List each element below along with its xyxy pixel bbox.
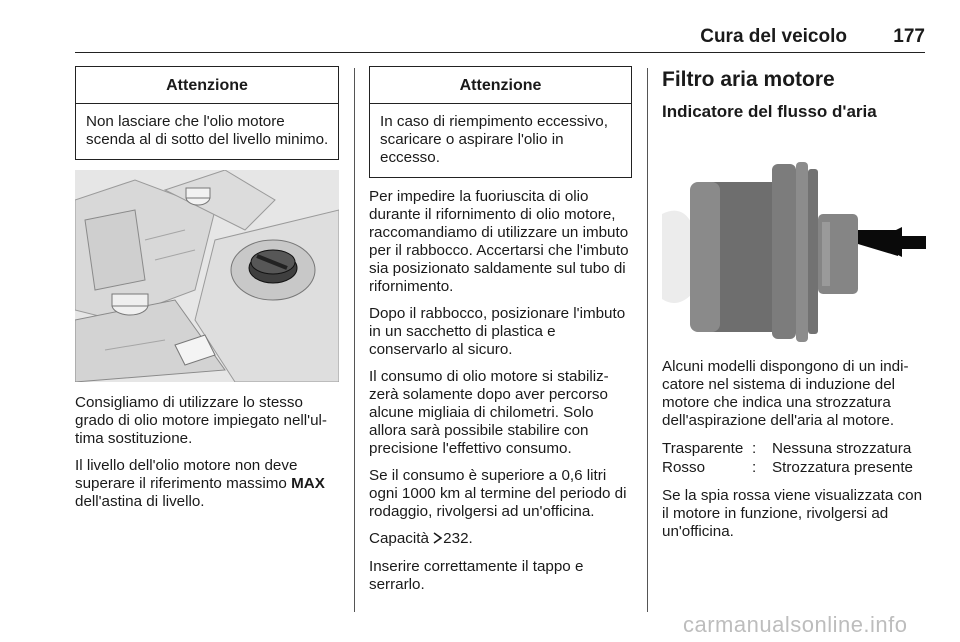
text-run: Il livello dell'olio motore non deve superare il riferimento massimo [75, 457, 298, 492]
warning-box [369, 66, 632, 178]
column-1 [75, 66, 339, 520]
indicator-drawing [662, 134, 926, 346]
legend-value: Strozzatura presente [772, 459, 913, 476]
warning-text: In caso di riempimento eccessivo, scaricare o aspirare l'olio in eccesso. [380, 113, 608, 166]
legend-label: Rosso [662, 459, 706, 476]
paragraph: Dopo il rabbocco, posizionare l'imbuto in un sacchetto di plastica e conservarlo al sicuro. [369, 305, 626, 358]
section-heading: Filtro aria motore [662, 68, 835, 91]
legend-separator: : [752, 459, 757, 476]
page-number: 177 [893, 26, 925, 47]
paragraph: Inserire correttamente il tappo e serrarlo. [369, 558, 584, 593]
column-3 [662, 66, 926, 550]
page-reference[interactable]: 232. [443, 530, 473, 547]
capacity-paragraph [369, 530, 632, 549]
paragraph: Il consumo di olio motore si stabilizzerà solamente dopo aver percorso alcune migliaia di chilometri. Solo allora sarà possibile stabilire con precisione l'effettivo consumo. [369, 368, 609, 457]
legend-separator: : [752, 440, 757, 457]
warning-title: Attenzione [76, 67, 338, 104]
column-divider [354, 68, 355, 612]
warning-text: Non lasciare che l'olio motore scenda al di sotto del livello minimo. [86, 113, 329, 148]
paragraph: Per impedire la fuoriuscita di olio durante il rifornimento di olio motore, raccomandiamo di utilizzare un imbuto per il rabbocco. Accertarsi che l'imbuto sia posizionato saldamente sul tubo di rifornimento. [369, 188, 629, 295]
legend-value: Nessuna strozzatura [772, 440, 912, 457]
paragraph [75, 457, 339, 511]
text-run: Capacità [369, 530, 434, 547]
section-title: Cura del veicolo [700, 26, 847, 47]
subsection-heading: Indicatore del flusso d'aria [662, 102, 877, 121]
text-run: dell'astina di livello. [75, 493, 205, 510]
engine-oil-cap-illustration [75, 170, 339, 382]
paragraph: Se la spia rossa viene visualizzata con il motore in funzione, rivolgersi ad un'officina. [662, 487, 923, 540]
column-divider [647, 68, 648, 612]
column-2 [369, 66, 632, 603]
paragraph: Se il consumo è superiore a 0,6 litri ogni 1000 km al termine del periodo di rodaggio, rivolgersi ad un'officina. [369, 467, 627, 520]
air-flow-indicator-illustration [662, 134, 926, 346]
max-mark: MAX [291, 475, 325, 492]
legend-label: Trasparente [662, 440, 744, 457]
watermark: carmanualsonline.info [683, 612, 908, 637]
page-reference-arrow-icon [433, 531, 443, 549]
warning-box [75, 66, 339, 160]
paragraph: Consigliamo di utilizzare lo stesso grado di olio motore impiegato nell'ultima sostituzione. [75, 394, 327, 447]
warning-title: Attenzione [370, 67, 631, 104]
engine-bay-drawing [75, 170, 339, 382]
indicator-legend [662, 439, 926, 477]
paragraph: Alcuni modelli dispongono di un indicatore nel sistema di induzione del motore che indica una strozzatura dell'aspirazione dell'aria al motore. [662, 358, 909, 429]
page-header [75, 0, 925, 53]
